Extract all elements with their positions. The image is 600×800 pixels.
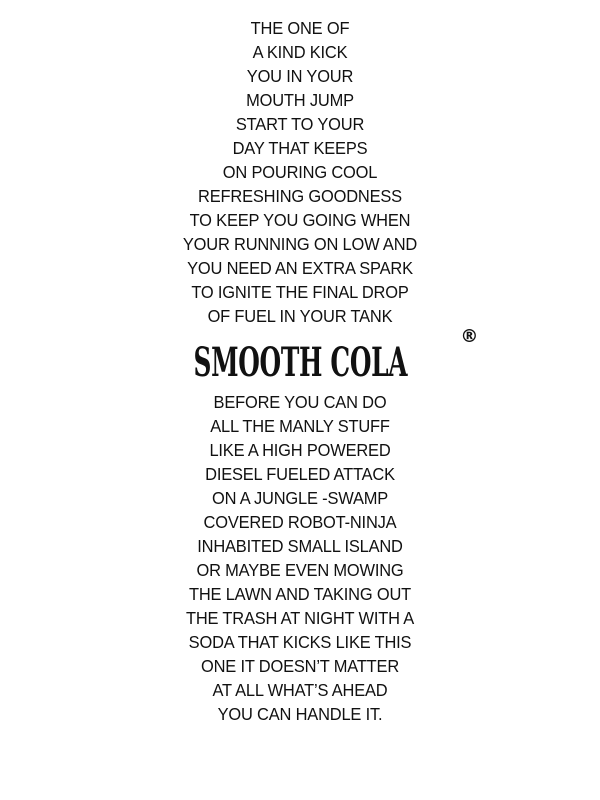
intro-line: OF FUEL IN YOUR TANK: [207, 306, 393, 326]
outro-line: ALL THE MANLY STUFF: [210, 416, 390, 436]
intro-line: A KIND KICK: [252, 42, 348, 62]
outro-line: LIKE A HIGH POWERED: [209, 440, 391, 460]
intro-line: TO IGNITE THE FINAL DROP: [191, 282, 409, 302]
brand-wordmark: [128, 326, 479, 386]
outro-text-block: [0, 390, 600, 726]
outro-line: ON A JUNGLE -SWAMP: [211, 488, 389, 508]
intro-line: YOU IN YOUR: [246, 66, 354, 86]
outro-line: BEFORE YOU CAN DO: [213, 392, 387, 412]
outro-line: OR MAYBE EVEN MOWING: [196, 560, 404, 580]
outro-line: YOU CAN HANDLE IT.: [217, 704, 383, 724]
outro-line: DIESEL FUELED ATTACK: [205, 464, 395, 484]
intro-line: YOUR RUNNING ON LOW AND: [182, 234, 418, 254]
intro-line: MOUTH JUMP: [246, 90, 354, 110]
outro-line: THE TRASH AT NIGHT WITH A: [185, 608, 415, 628]
outro-line: INHABITED SMALL ISLAND: [197, 536, 403, 556]
outro-line: THE LAWN AND TAKING OUT: [188, 584, 412, 604]
intro-line: YOU NEED AN EXTRA SPARK: [187, 258, 413, 278]
intro-line: DAY THAT KEEPS: [232, 138, 368, 158]
outro-line: ONE IT DOESN’T MATTER: [200, 656, 400, 676]
brand-logo: [0, 326, 600, 390]
outro-line: COVERED ROBOT-NINJA: [203, 512, 397, 532]
outro-line: SODA THAT KICKS LIKE THIS: [188, 632, 412, 652]
intro-line: REFRESHING GOODNESS: [198, 186, 402, 206]
registered-trademark-icon: ®: [460, 326, 479, 347]
intro-text-block: [0, 16, 600, 328]
intro-line: START TO YOUR: [235, 114, 365, 134]
intro-line: THE ONE OF: [250, 18, 350, 38]
outro-line: AT ALL WHAT’S AHEAD: [212, 680, 388, 700]
brand-name: SMOOTH COLA: [193, 339, 407, 386]
intro-line: TO KEEP YOU GOING WHEN: [189, 210, 411, 230]
intro-line: ON POURING COOL: [222, 162, 378, 182]
